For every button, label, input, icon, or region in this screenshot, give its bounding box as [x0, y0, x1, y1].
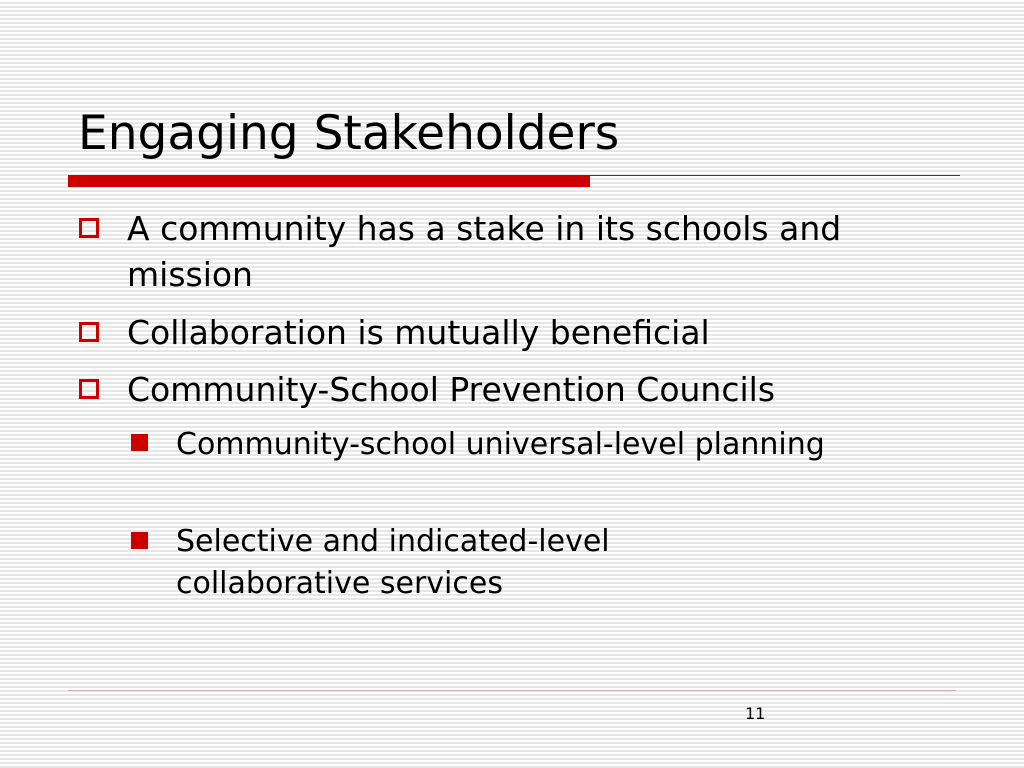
title-underline-bar	[68, 175, 590, 187]
slide-title: Engaging Stakeholders	[78, 106, 620, 161]
hollow-square-bullet-icon	[79, 322, 99, 342]
filled-square-bullet-icon	[131, 434, 148, 451]
hollow-square-bullet-icon	[79, 379, 99, 399]
hollow-square-bullet-icon	[79, 218, 99, 238]
bullet-text: Collaboration is mutually beneficial	[127, 313, 710, 352]
page-number: 11	[745, 704, 766, 723]
sub-bullet-text: Community-school universal-level planning	[176, 427, 825, 462]
bullet-text: A community has a stake in its schools and mission	[127, 209, 842, 294]
sub-bullet-text: Selective and indicated-level collaborative services	[176, 524, 610, 601]
bullet-text: Community-School Prevention Councils	[127, 370, 776, 409]
title-underline-line	[590, 175, 960, 176]
filled-square-bullet-icon	[131, 532, 148, 549]
footer-divider	[68, 690, 956, 691]
